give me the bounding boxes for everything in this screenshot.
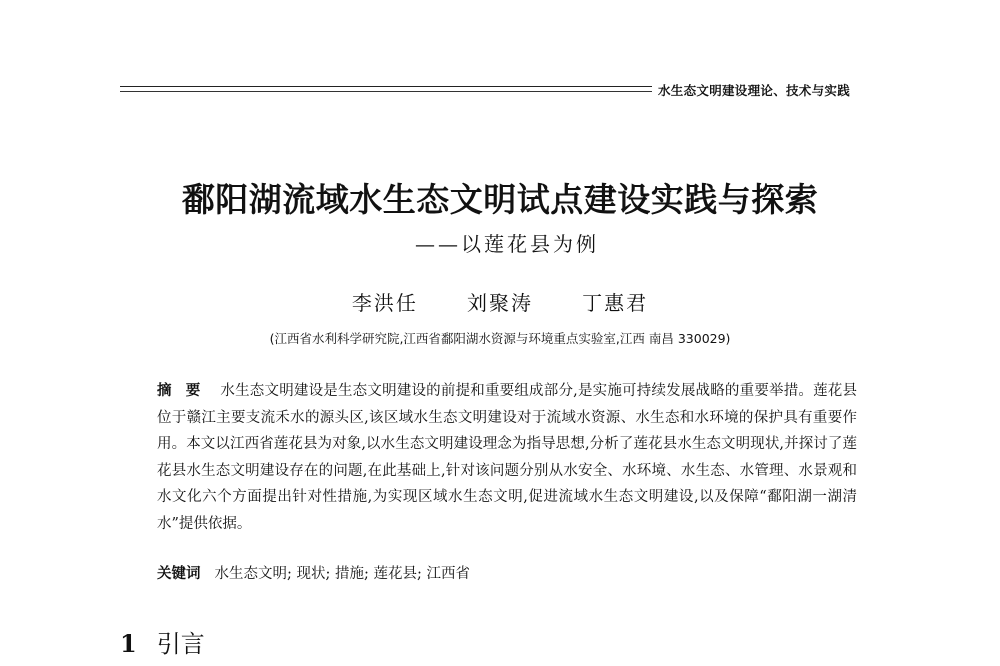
author-list: 李洪任 刘聚涛 丁惠君	[351, 291, 649, 315]
header-rule-bottom	[120, 91, 652, 92]
abstract-label: 摘要	[157, 383, 215, 399]
header-rule-top	[120, 86, 652, 87]
section-title: 引言	[156, 630, 205, 658]
abstract	[157, 378, 857, 537]
keywords-label: 关键词	[157, 566, 201, 582]
running-header: 水生态文明建设理论、技术与实践	[658, 83, 851, 98]
section-number: 1	[120, 629, 137, 658]
paper-subtitle: ——以莲花县为例	[415, 232, 599, 256]
paper-title: 鄱阳湖流域水生态文明试点建设实践与探索	[181, 180, 819, 219]
keywords	[157, 562, 857, 583]
keywords-text: 水生态文明; 现状; 措施; 莲花县; 江西省	[214, 566, 470, 582]
abstract-text: 水生态文明建设是生态文明建设的前提和重要组成部分,是实施可持续发展战略的重要举措。莲花县位于赣江主要支流禾水的源头区,该区域水生态文明建设对于流域水资源、水生态和水环境的保护具有重要作用。本文以江西省莲花县为对象,以水生态文明建设理念为指导思想,分析了莲花县水生态文明现状,并探讨了莲花县水生态文明建设存在的问题,在此基础上,针对该问题分别从水安全、水环境、水生态、水管理、水景观和水文化六个方面提出针对性措施,为实现区域水生态文明,促进流域水生态文明建设,以及保障“鄱阳湖一湖清水”提供依据。	[157, 383, 858, 532]
section-heading	[120, 624, 205, 659]
author-affiliation: (江西省水利科学研究院,江西省鄱阳湖水资源与环境重点实验室,江西 南昌 330029)	[269, 331, 731, 346]
